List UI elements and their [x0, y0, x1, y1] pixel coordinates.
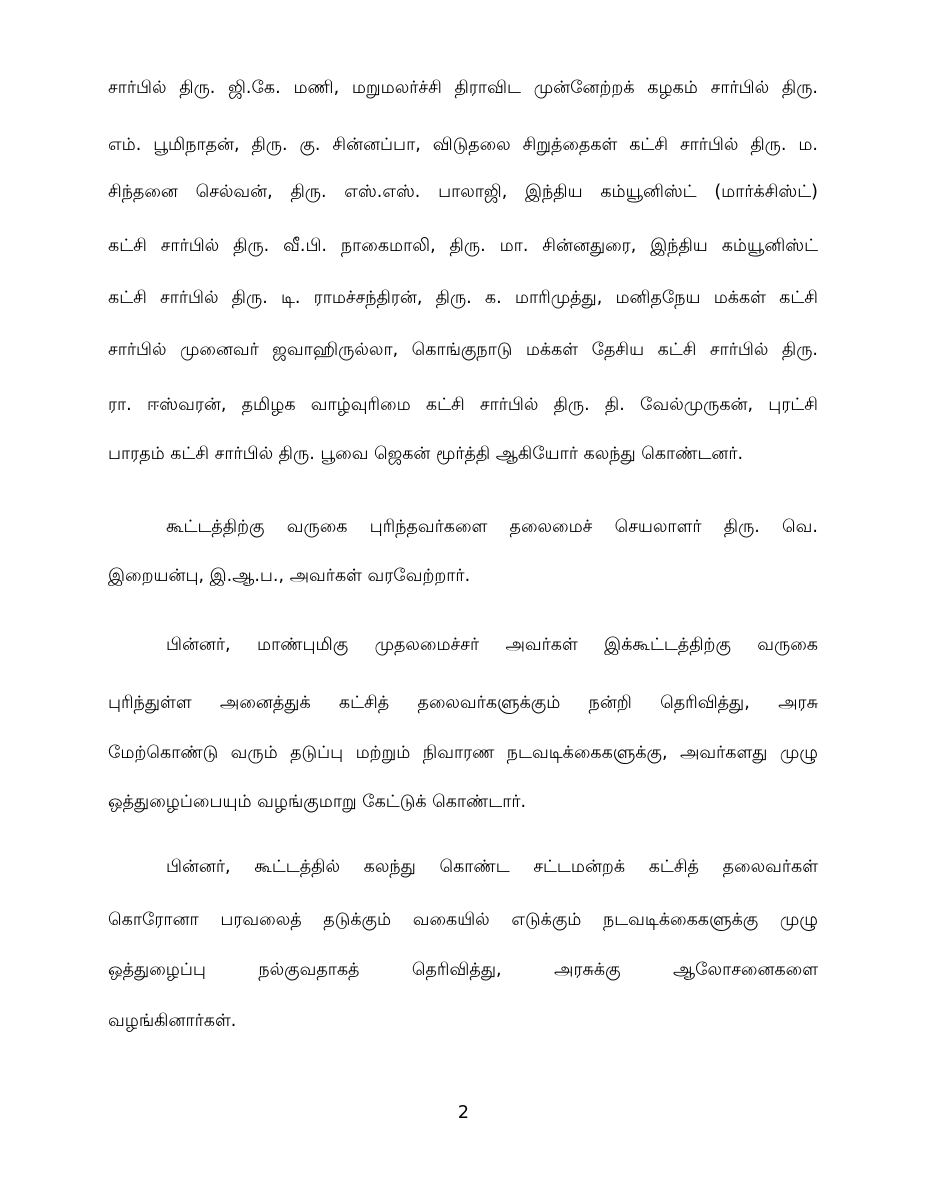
- text-line: பின்னர், மாண்புமிகு முதலமைச்சர் அவர்கள் இக்கூட்டத்திற்கு வருகை: [166, 635, 818, 655]
- text-line: பாரதம் கட்சி சார்பில் திரு. பூவை ஜெகன் மூர்த்தி ஆகியோர் கலந்து கொண்டனர்.: [108, 444, 744, 464]
- text-line: இறையன்பு, இ.ஆ.ப., அவர்கள் வரவேற்றார்.: [108, 566, 471, 586]
- text-line: ஒத்துழைப்பு நல்குவதாகத் தெரிவித்து, அரசுக்கு ஆலோசனைகளை: [108, 960, 818, 980]
- text-line: ஒத்துழைப்பையும் வழங்குமாறு கேட்டுக் கொண்டார்.: [108, 792, 527, 812]
- text-line: மேற்கொண்டு வரும் தடுப்பு மற்றும் நிவாரண நடவடிக்கைகளுக்கு, அவர்களது முழு: [108, 743, 818, 763]
- text-line: சிந்தனை செல்வன், திரு. எஸ்.எஸ். பாலாஜி, இந்திய கம்யூனிஸ்ட் (மார்க்சிஸ்ட்): [108, 182, 818, 202]
- text-line: வழங்கினார்கள்.: [108, 1011, 237, 1031]
- text-line: சார்பில் திரு. ஜி.கே. மணி, மறுமலர்ச்சி திராவிட முன்னேற்றக் கழகம் சார்பில் திரு.: [108, 78, 818, 98]
- text-line: புரிந்துள்ள அனைத்துக் கட்சித் தலைவர்களுக்கும் நன்றி தெரிவித்து, அரசு: [108, 693, 818, 713]
- text-line: பின்னர், கூட்டத்தில் கலந்து கொண்ட சட்டமன்றக் கட்சித் தலைவர்கள்: [166, 857, 818, 877]
- text-line: கட்சி சார்பில் திரு. டி. ராமச்சந்திரன், திரு. க. மாரிமுத்து, மனிதநேய மக்கள் கட்சி: [108, 288, 818, 308]
- text-line: சார்பில் முனைவர் ஜவாஹிருல்லா, கொங்குநாடு மக்கள் தேசிய கட்சி சார்பில் திரு.: [108, 340, 818, 360]
- text-line: கொரோனா பரவலைத் தடுக்கும் வகையில் எடுக்கும் நடவடிக்கைகளுக்கு முழு: [108, 910, 818, 930]
- page-number: 2: [457, 1103, 470, 1123]
- text-line: கட்சி சார்பில் திரு. வீ.பி. நாகைமாலி, திரு. மா. சின்னதுரை, இந்திய கம்யூனிஸ்ட்: [108, 236, 818, 256]
- text-line: எம். பூமிநாதன், திரு. கு. சின்னப்பா, விடுதலை சிறுத்தைகள் கட்சி சார்பில் திரு. ம.: [108, 135, 818, 155]
- text-line: கூட்டத்திற்கு வருகை புரிந்தவர்களை தலைமைச் செயலாளர் திரு. வெ.: [166, 517, 818, 537]
- text-line: ரா. ஈஸ்வரன், தமிழக வாழ்வுரிமை கட்சி சார்பில் திரு. தி. வேல்முருகன், புரட்சி: [108, 395, 818, 415]
